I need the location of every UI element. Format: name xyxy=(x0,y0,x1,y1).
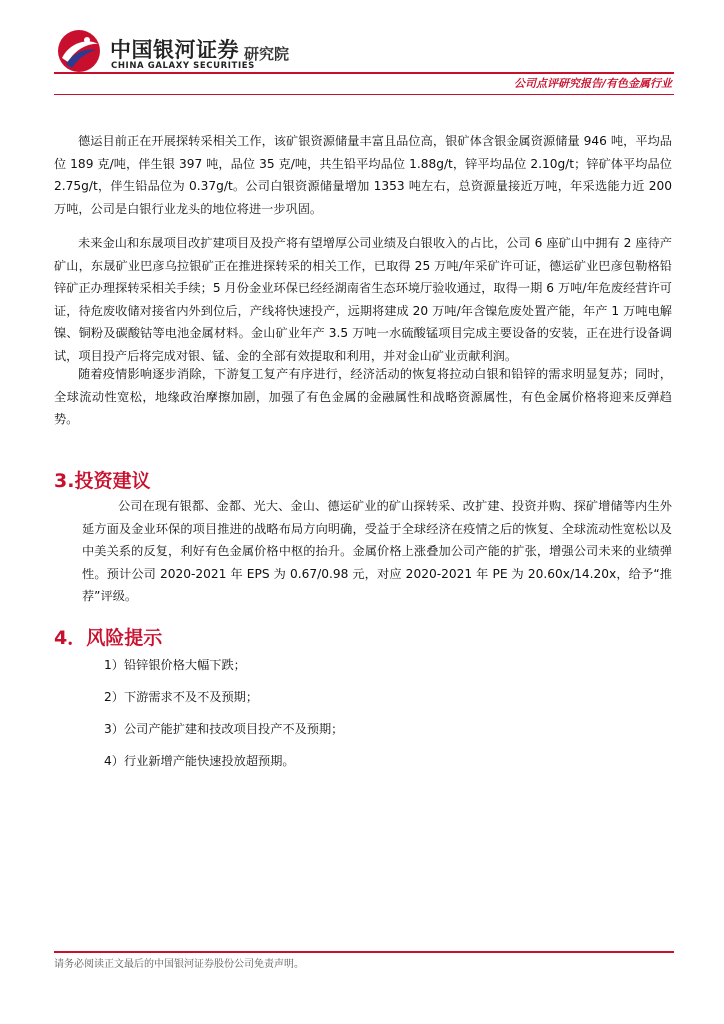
body-paragraph: 未来金山和东晟项目改扩建项目及投产将有望增厚公司业绩及白银收入的占比，公司 6 座矿山中拥有 2 座待产矿山，东晟矿业巴彦乌拉银矿正在推进探转采的相关工作，已取得 25 万吨/年采矿许可证，德运矿业巴彦包勒格铅锌矿正办理探转采相关手续；5 月份金业环保已经经湖南省生态环境厅验收通过，取得一期 6 万吨/年危废经营许可证，待危废收储对接省内外到位后，产线将快速投产，远期将建成 20 万吨/年含镍危废处置产能，年产 1 万吨电解镍、铜粉及碳酸钴等电池金属材料。金山矿业年产 3.5 万吨一水硫酸锰项目完成主要设备的安装，正在进行设备调试，项目投产后将完成对银、锰、金的全部有效提取和利用，并对金山矿业贡献利润。 xyxy=(54,236,672,363)
body-paragraph: 随着疫情影响逐步消除，下游复工复产有序进行，经济活动的恢复将拉动白银和铅锌的需求明显复苏；同时，全球流动性宽松，地缘政治摩擦加剧，加强了有色金属的金融属性和战略资源属性，有色金属价格将迎来反弹趋势。 xyxy=(54,367,672,426)
galaxy-logo-icon xyxy=(56,28,102,74)
brand-name-en: CHINA GALAXY SECURITIES xyxy=(111,61,255,71)
body-paragraph: 德运目前正在开展探转采相关工作，该矿银资源储量丰富且品位高，银矿体含银金属资源储量 946 吨，平均品位 189 克/吨，伴生银 397 吨，品位 35 克/吨，共生铅平均品位 1.88g/t，锌平均品位 2.10g/t；锌矿体平均品位 2.75g/t，伴生铅品位为 0.37g/t。公司白银资源储量增加 1353 吨左右，总资源量接近万吨，年采选能力近 200 万吨，公司是白银行业龙头的地位将进一步巩固。 xyxy=(54,134,672,216)
investment-paragraph: 公司在现有银都、金都、光大、金山、德运矿业的矿山探转采、改扩建、投资并购、探矿增储等内生外延方面及金业环保的项目推进的战略布局方向明确，受益于全球经济在疫情之后的恢复、全球流动性宽松以及中美关系的反复，利好有色金属价格中枢的抬升。金属价格上涨叠加公司产能的扩张，增强公司未来的业绩弹性。预计公司 2020-2021 年 EPS 为 0.67/0.98 元，对应 2020-2021 年 PE 为 20.60x/14.20x，给予“推荐”评级。 xyxy=(82,499,672,603)
risk-item: 4）行业新增产能快速投放超预期。 xyxy=(104,754,295,768)
section-heading-risk: 4．风险提示 xyxy=(54,627,163,649)
footer-divider xyxy=(54,951,674,953)
report-type: 公司点评研究报告/有色金属行业 xyxy=(513,77,672,90)
header-divider-secondary xyxy=(54,94,674,95)
institute-label: 研究院 xyxy=(244,45,290,63)
footer-disclaimer: 请务必阅读正文最后的中国银河证券股份公司免责声明。 xyxy=(54,959,304,970)
page-header xyxy=(0,0,724,100)
risk-list xyxy=(104,654,664,782)
header-divider xyxy=(54,72,674,74)
brand-name-cn: 中国银河证券 xyxy=(110,38,239,62)
risk-item: 1）铅锌银价格大幅下跌； xyxy=(104,658,246,672)
risk-item: 2）下游需求不及不及预期； xyxy=(104,690,259,704)
risk-item: 3）公司产能扩建和技改项目投产不及预期； xyxy=(104,722,344,736)
section-heading-investment: 3.投资建议 xyxy=(54,470,151,492)
